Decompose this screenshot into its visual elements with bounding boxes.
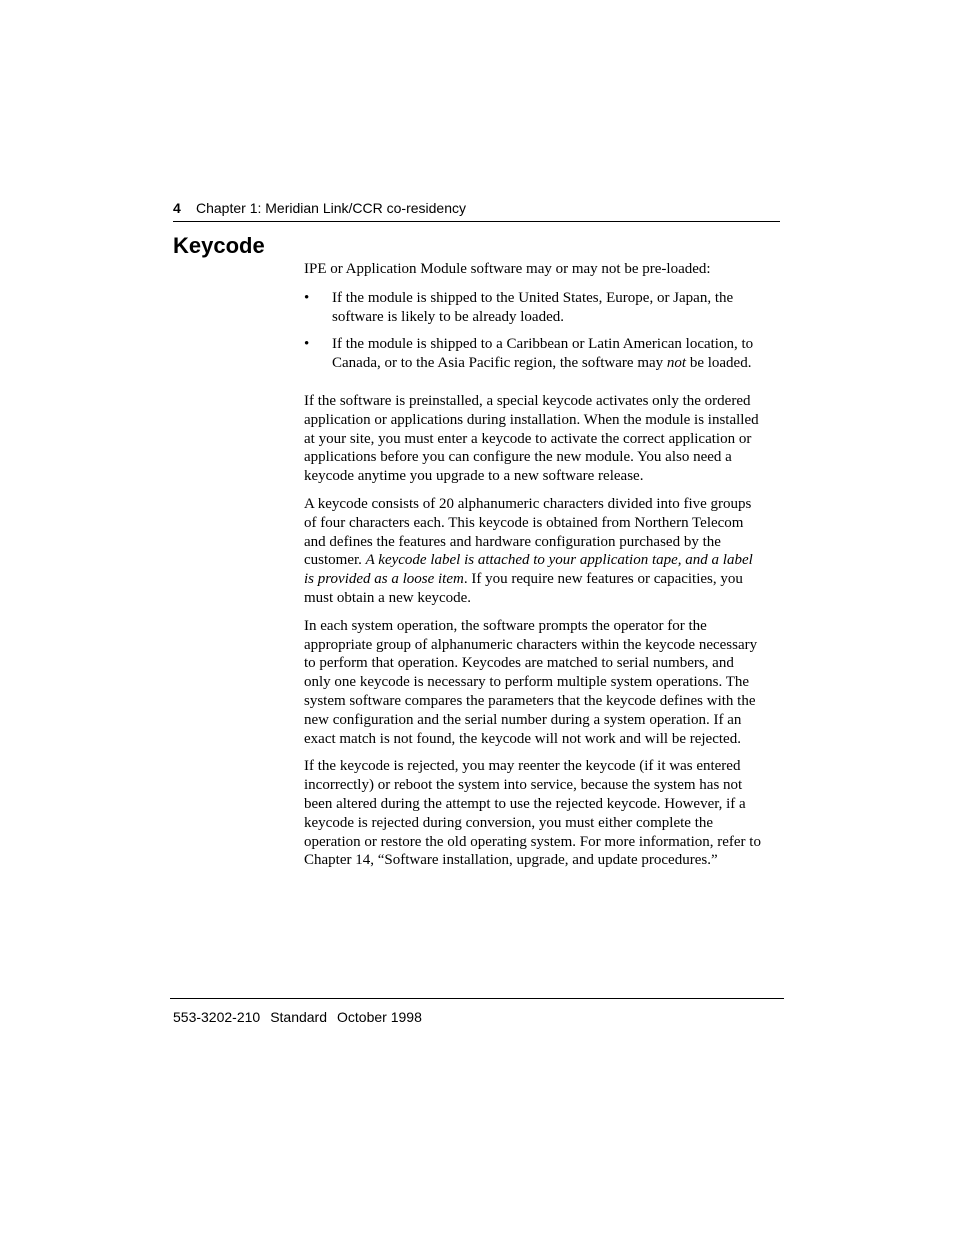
page-number: 4 (173, 200, 181, 216)
paragraph (304, 495, 782, 608)
paragraph (304, 392, 782, 486)
body-text (304, 260, 782, 879)
paragraph-line: to perform that operation. Keycodes are matched to serial numbers, and (304, 655, 734, 672)
running-header (173, 199, 780, 222)
paragraph-line: If the software is preinstalled, a special keycode activates only the ordered (304, 392, 751, 409)
list-item-line: If the module is shipped to a Caribbean or Latin American location, to (332, 336, 754, 353)
paragraph (304, 617, 782, 749)
text-run: be loaded. (686, 355, 752, 372)
paragraph-line: new configuration and the serial number during a system operation. If an (304, 711, 742, 728)
text-run: customer. (304, 552, 366, 569)
paragraph-line: system software compares the parameters that the keycode defines with the (304, 692, 756, 709)
list-item-line (332, 354, 782, 373)
running-footer (170, 998, 784, 1026)
paragraph-line: applications before you can configure the new module. You also need a (304, 449, 732, 466)
bullet-icon: • (304, 289, 310, 306)
paragraph-line: In each system operation, the software prompts the operator for the (304, 617, 707, 634)
text-run: . If you require new features or capacities, you (463, 571, 743, 588)
emphasis-text: is provided as a loose item (304, 571, 464, 588)
paragraph-line (304, 570, 782, 589)
emphasis-text: not (666, 355, 687, 372)
paragraph-line: must obtain a new keycode. (304, 589, 472, 606)
paragraph-line: appropriate group of alphanumeric characters within the keycode necessary (304, 636, 758, 653)
paragraph (304, 757, 782, 870)
document-number: 553-3202-210 (173, 1009, 261, 1025)
paragraph-line: only one keycode is necessary to perform multiple system operations. The (304, 674, 750, 691)
paragraph-line: exact match is not found, the keycode will not work and will be rejected. (304, 730, 741, 747)
paragraph-line: If the keycode is rejected, you may reenter the keycode (if it was entered (304, 758, 741, 775)
list-item (304, 335, 782, 373)
paragraph-line: been altered during the attempt to use the rejected keycode. However, if a (304, 795, 746, 812)
bullet-icon: • (304, 336, 310, 353)
paragraph-line: keycode is rejected during conversion, you must either complete the (304, 814, 714, 831)
list-item-line: If the module is shipped to the United States, Europe, or Japan, the (332, 289, 734, 306)
document-status: Standard (270, 1009, 328, 1025)
paragraph-line: incorrectly) or reboot the system into service, because the system has not (304, 777, 743, 794)
bullet-list (304, 289, 782, 373)
section-title: Keycode (173, 233, 265, 258)
paragraph-line: Chapter 14, “Software installation, upgrade, and update procedures.” (304, 852, 718, 869)
publication-date: October 1998 (337, 1009, 422, 1025)
text-run: Canada, or to the Asia Pacific region, the software may (332, 355, 667, 372)
paragraph-line: keycode anytime you upgrade to a new software release. (304, 468, 644, 485)
paragraph-line: application or applications during installation. When the module is installed (304, 411, 759, 428)
paragraph-line (304, 551, 782, 570)
paragraph-line: operation or restore the old operating system. For more information, refer to (304, 833, 761, 850)
list-item-line: software is likely to be already loaded. (332, 308, 565, 325)
paragraph-line: and defines the features and hardware configuration purchased by the (304, 533, 721, 550)
paragraph-line: of four characters each. This keycode is obtained from Northern Telecom (304, 514, 744, 531)
emphasis-text: A keycode label is attached to your application tape, and a label (365, 552, 753, 569)
paragraph-line: A keycode consists of 20 alphanumeric characters divided into five groups (304, 495, 752, 512)
paragraph-line: at your site, you must enter a keycode to activate the correct application or (304, 430, 752, 447)
chapter-title: Chapter 1: Meridian Link/CCR co-residency (196, 200, 466, 216)
list-item (304, 289, 782, 327)
intro-paragraph: IPE or Application Module software may or may not be pre-loaded: (304, 261, 711, 277)
